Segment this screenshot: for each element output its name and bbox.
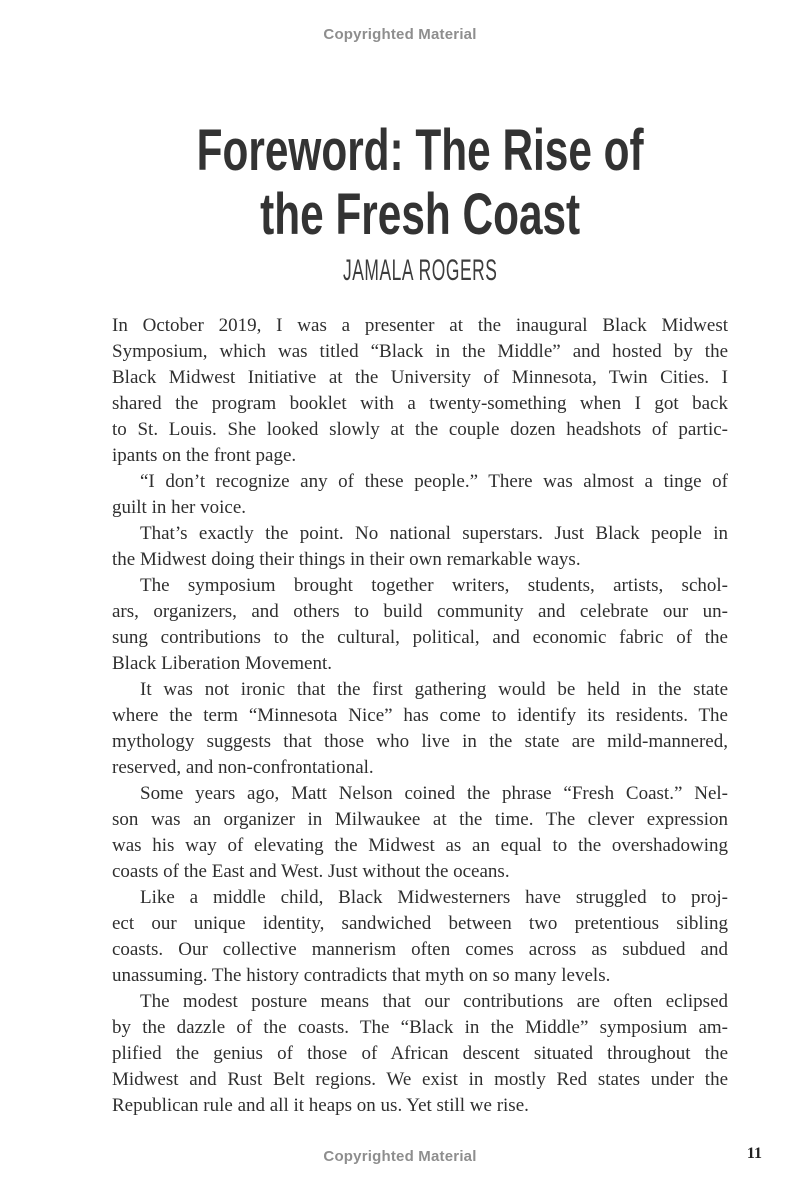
- text-line: to St. Louis. She looked slowly at the couple dozen headshots of partic-: [112, 419, 728, 440]
- paragraph: [112, 521, 728, 573]
- text-line: The symposium brought together writers, students, artists, schol-: [140, 575, 728, 596]
- text-line: plified the genius of those of African descent situated throughout the: [112, 1043, 728, 1064]
- paragraph: [112, 313, 728, 469]
- text-line: ect our unique identity, sandwiched between two pretentious sibling: [112, 913, 728, 934]
- text-line: mythology suggests that those who live in the state are mild-mannered,: [112, 731, 728, 752]
- paragraph: [112, 677, 728, 781]
- top-copyright-notice: Copyrighted Material: [323, 26, 477, 43]
- text-line: That’s exactly the point. No national superstars. Just Black people in: [140, 523, 728, 544]
- body-text: [112, 313, 728, 1119]
- text-line: ars, organizers, and others to build community and celebrate our un-: [112, 601, 728, 622]
- bottom-copyright-notice: Copyrighted Material: [323, 1148, 477, 1165]
- text-line: unassuming. The history contradicts that myth on so many levels.: [112, 965, 611, 986]
- text-line: the Midwest doing their things in their own remarkable ways.: [112, 549, 581, 570]
- text-line: guilt in her voice.: [112, 497, 247, 518]
- text-line: Symposium, which was titled “Black in the Middle” and hosted by the: [112, 341, 728, 362]
- paragraph: [112, 781, 728, 885]
- paragraph: [112, 885, 728, 989]
- page-number: 11: [746, 1145, 762, 1162]
- title-line-1: Foreword: The Rise of: [196, 118, 644, 183]
- text-line: The modest posture means that our contributions are often eclipsed: [140, 991, 728, 1012]
- paragraph: [112, 469, 728, 521]
- text-line: son was an organizer in Milwaukee at the time. The clever expression: [112, 809, 728, 830]
- text-line: coasts of the East and West. Just without the oceans.: [112, 861, 510, 882]
- text-line: Like a middle child, Black Midwesterners have struggled to proj-: [140, 887, 728, 908]
- text-line: Republican rule and all it heaps on us. Yet still we rise.: [112, 1095, 529, 1116]
- author-name: JAMALA ROGERS: [342, 254, 498, 287]
- text-line: It was not ironic that the first gathering would be held in the state: [140, 679, 728, 700]
- text-line: sung contributions to the cultural, political, and economic fabric of the: [112, 627, 728, 648]
- paragraph: [112, 989, 728, 1119]
- text-line: Black Liberation Movement.: [112, 653, 333, 674]
- text-line: “I don’t recognize any of these people.” There was almost a tinge of: [140, 471, 728, 492]
- text-line: Black Midwest Initiative at the University of Minnesota, Twin Cities. I: [112, 367, 728, 388]
- text-line: coasts. Our collective mannerism often comes across as subdued and: [112, 939, 728, 960]
- chapter-title: [112, 119, 728, 247]
- title-line-2: the Fresh Coast: [260, 182, 580, 247]
- text-line: ipants on the front page.: [112, 445, 297, 466]
- paragraph: [112, 573, 728, 677]
- text-line: shared the program booklet with a twenty-something when I got back: [112, 393, 728, 414]
- text-line: In October 2019, I was a presenter at the inaugural Black Midwest: [112, 315, 728, 336]
- text-line: Midwest and Rust Belt regions. We exist in mostly Red states under the: [112, 1069, 728, 1090]
- text-line: where the term “Minnesota Nice” has come to identify its residents. The: [112, 705, 728, 726]
- text-line: by the dazzle of the coasts. The “Black in the Middle” symposium am-: [112, 1017, 728, 1038]
- text-line: was his way of elevating the Midwest as an equal to the overshadowing: [112, 835, 728, 856]
- text-line: Some years ago, Matt Nelson coined the phrase “Fresh Coast.” Nel-: [140, 783, 728, 804]
- text-line: reserved, and non-confrontational.: [112, 757, 374, 778]
